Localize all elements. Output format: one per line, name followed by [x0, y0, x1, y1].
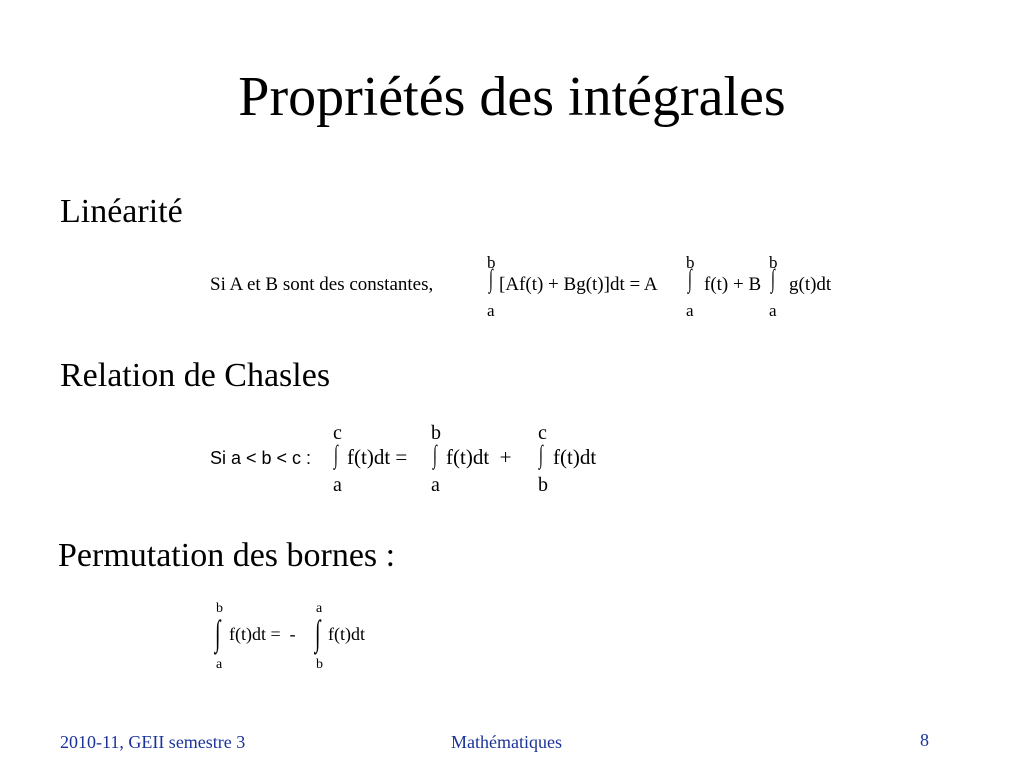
integrand: f(t)dt — [553, 445, 597, 469]
integrand: f(t)dt = — [347, 445, 408, 469]
integral-symbol: ∫ — [539, 440, 543, 469]
upper-bound: c — [333, 422, 342, 444]
integrand: f(t)dt — [328, 624, 365, 644]
lower-bound: a — [487, 301, 495, 320]
integrand: g(t)dt — [789, 274, 832, 295]
page-number: 8 — [920, 730, 929, 750]
lower-bound: a — [333, 474, 342, 496]
condition-text: Si a < b < c : — [210, 448, 312, 468]
integral-symbol: ∫ — [688, 264, 692, 293]
page-title: Propriétés des intégrales — [238, 66, 786, 128]
upper-bound: b — [487, 253, 496, 272]
integrand: f(t)dt + — [446, 445, 512, 469]
heading-linearity: Linéarité — [60, 193, 183, 230]
upper-bound: c — [538, 422, 547, 444]
upper-bound: b — [686, 253, 695, 272]
integral-symbol: ∫ — [315, 613, 321, 653]
integrand: f(t)dt = - — [229, 624, 296, 644]
integrand: f(t) + B — [704, 274, 762, 295]
lower-bound: a — [431, 474, 440, 496]
heading-chasles: Relation de Chasles — [60, 357, 331, 394]
lower-bound: b — [538, 474, 548, 496]
upper-bound: b — [769, 253, 778, 272]
integral-symbol: ∫ — [771, 264, 775, 293]
integral-symbol: ∫ — [489, 264, 493, 293]
lower-bound: a — [686, 301, 694, 320]
integral-symbol: ∫ — [334, 440, 338, 469]
lower-bound: a — [769, 301, 777, 320]
footer-subject: Mathématiques — [451, 732, 562, 752]
integral-symbol: ∫ — [215, 613, 221, 653]
upper-bound: b — [216, 601, 223, 616]
footer-course: 2010-11, GEII semestre 3 — [60, 732, 246, 752]
lower-bound: a — [216, 657, 223, 672]
upper-bound: b — [431, 422, 441, 444]
heading-permutation: Permutation des bornes : — [58, 537, 396, 574]
condition-text: Si A et B sont des constantes, — [210, 274, 434, 295]
integrand: [Af(t) + Bg(t)]dt = A — [499, 274, 658, 295]
upper-bound: a — [316, 601, 323, 616]
lower-bound: b — [316, 657, 323, 672]
integral-symbol: ∫ — [433, 440, 437, 469]
